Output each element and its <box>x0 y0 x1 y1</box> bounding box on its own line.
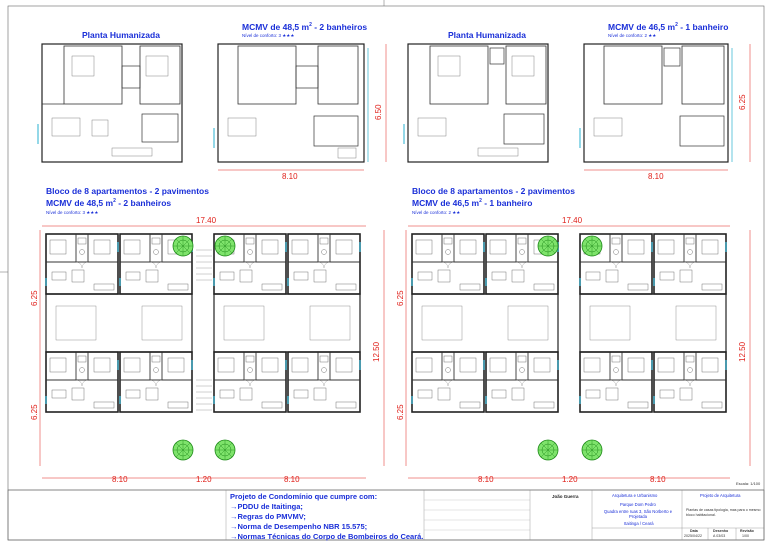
block-right-subtitle: MCMV de 46,5 $m^2 - 1$ banheiro <box>412 198 533 208</box>
drawing-value: A 03/03 <box>713 534 726 538</box>
project-type: Projeto de Arquitetura <box>700 493 741 498</box>
revision-label: Revisão <box>740 529 754 533</box>
block-left-dim-total: 17.40 <box>196 216 217 225</box>
drawing-label: Desenho <box>713 529 729 533</box>
block-left-dim-top: 6.25 <box>30 290 39 306</box>
plan-title-46: MCMV de 46,5 $m^2 - 1$ banheiro <box>608 22 729 32</box>
block-right-comfort: Nível de conforto: 2 ★★ <box>412 210 461 215</box>
block-right-dim-bottom: 6.25 <box>396 404 405 420</box>
project-city: Itaitinga / Ceará <box>624 521 654 526</box>
notes-item: →PDDU de Itaitinga; <box>230 502 303 511</box>
project-address: Quadra entre ruas 3, São Norberto e Projetada <box>603 509 673 519</box>
author-name: João Guerra <box>552 494 579 499</box>
block-left-subtitle: MCMV de 48,5 $m^2 - 2$ banheiros <box>46 198 172 208</box>
date-value: 2025/04/22 <box>684 534 702 538</box>
revision-value: 1/00 <box>742 534 749 538</box>
notes-item: →Normas Técnicas do Corpo de Bombeiros do Ceará. <box>230 532 424 541</box>
dim-width-48: 8.10 <box>282 172 298 181</box>
comfort-level-48: Nível de conforto: 3 ★★★ <box>242 33 295 38</box>
block-right-dim-gap: 1.20 <box>562 475 578 484</box>
block-right-dim-b: 8.10 <box>650 475 666 484</box>
block-right-dim-total: 17.40 <box>562 216 583 225</box>
notes-item: →Regras do PMVMV; <box>230 512 306 521</box>
humanized-plan-title-right: Planta Humanizada <box>448 30 526 40</box>
block-left-dim-bottom: 6.25 <box>30 404 39 420</box>
block-left-dim-b: 8.10 <box>284 475 300 484</box>
author-role: Arquitetura e Urbanismo <box>612 493 658 498</box>
block-right-dim-top: 6.25 <box>396 290 405 306</box>
block-left-dim-right: 12.50 <box>372 341 381 362</box>
dim-height-46: 6.25 <box>738 94 747 110</box>
notes-item: →Norma de Desempenho NBR 15.575; <box>230 522 368 531</box>
compliance-notes <box>230 492 423 542</box>
scale-label: Escala: 1/100 <box>736 481 761 486</box>
block-right-dim-right: 12.50 <box>738 341 747 362</box>
project-description: Plantas de casas tipologia, mas para o mesmo bloco habitacional. <box>686 508 761 517</box>
dim-height-48: 6.50 <box>374 104 383 120</box>
plan-title-48: MCMV de 48,5 $m^2 - 2$ banheiros <box>242 22 368 32</box>
block-right-dim-a: 8.10 <box>478 475 494 484</box>
date-label: Data <box>690 529 698 533</box>
dim-width-46: 8.10 <box>648 172 664 181</box>
block-right-title: Bloco de 8 apartamentos - 2 pavimentos <box>412 186 575 196</box>
comfort-level-46: Nível de conforto: 2 ★★ <box>608 33 657 38</box>
humanized-plan-title-left: Planta Humanizada <box>82 30 160 40</box>
block-left-dim-a: 8.10 <box>112 475 128 484</box>
block-left-dim-gap: 1.20 <box>196 475 212 484</box>
notes-heading: Projeto de Condomínio que cumpre com: <box>230 492 378 501</box>
project-name: Parque Dom Pedro <box>620 502 656 507</box>
block-left-comfort: Nível de conforto: 3 ★★★ <box>46 210 99 215</box>
block-left-title: Bloco de 8 apartamentos - 2 pavimentos <box>46 186 209 196</box>
